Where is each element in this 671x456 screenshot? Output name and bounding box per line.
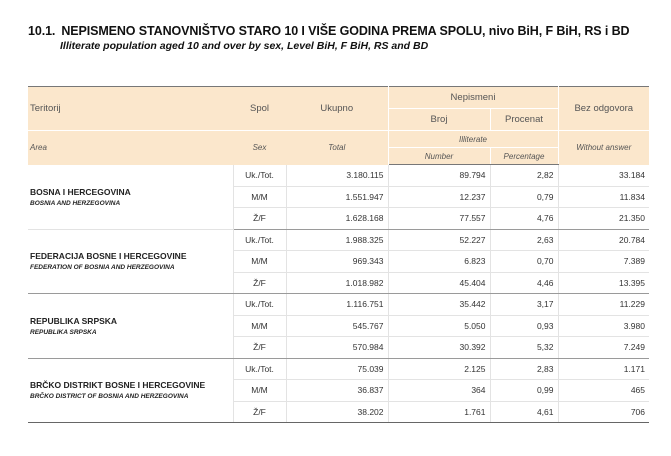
sex-cell: Uk./Tot.: [233, 229, 286, 251]
percent-cell: 0,79: [490, 186, 558, 208]
header-illiterate: Nepismeni: [388, 87, 558, 109]
title-block: [28, 24, 629, 52]
no-answer-cell: 1.171: [558, 358, 649, 380]
number-cell: 1.761: [388, 401, 490, 423]
area-name: FEDERACIJA BOSNE I HERCEGOVINE: [30, 251, 187, 262]
total-cell: 545.767: [286, 315, 388, 337]
number-cell: 89.794: [388, 165, 490, 187]
number-cell: 364: [388, 380, 490, 402]
header-no-answer: Bez odgovora: [558, 87, 649, 131]
no-answer-cell: 33.184: [558, 165, 649, 187]
sex-cell: Uk./Tot.: [233, 294, 286, 316]
number-cell: 45.404: [388, 272, 490, 294]
no-answer-cell: 13.395: [558, 272, 649, 294]
table-title-text: NEPISMENO STANOVNIŠTVO STARO 10 I VIŠE GODINA PREMA SPOLU, nivo BiH, F BiH, RS i BD: [61, 24, 630, 38]
percent-cell: 2,82: [490, 165, 558, 187]
header-number: Broj: [388, 109, 490, 131]
header-territory: Teritorij: [28, 87, 233, 131]
percent-cell: 3,17: [490, 294, 558, 316]
header-number-en: Number: [388, 148, 490, 165]
area-cell: [28, 358, 233, 423]
area-name-en: REPUBLIKA SRPSKA: [30, 328, 97, 336]
table-number: 10.1.: [28, 24, 56, 38]
header-territory-en: Area: [30, 143, 47, 153]
area-name: REPUBLIKA SRPSKA: [30, 315, 118, 326]
percent-cell: 2,83: [490, 358, 558, 380]
total-cell: 3.180.115: [286, 165, 388, 187]
total-cell: 75.039: [286, 358, 388, 380]
sex-cell: M/M: [233, 315, 286, 337]
header-percent: Procenat: [490, 109, 558, 131]
sex-cell: M/M: [233, 186, 286, 208]
percent-cell: 0,93: [490, 315, 558, 337]
total-cell: 36.837: [286, 380, 388, 402]
total-cell: 1.988.325: [286, 229, 388, 251]
total-cell: 570.984: [286, 337, 388, 359]
no-answer-cell: 20.784: [558, 229, 649, 251]
percent-cell: 2,63: [490, 229, 558, 251]
sex-cell: Ž/F: [233, 272, 286, 294]
table-title: [28, 24, 629, 38]
no-answer-cell: 7.249: [558, 337, 649, 359]
number-cell: 30.392: [388, 337, 490, 359]
area-name-en: FEDERATION OF BOSNIA AND HERZEGOVINA: [30, 264, 175, 272]
no-answer-cell: 706: [558, 401, 649, 423]
no-answer-cell: 11.834: [558, 186, 649, 208]
table-subtitle: Illiterate population aged 10 and over by sex, Level BiH, F BiH, RS and BD: [60, 40, 429, 52]
table-row: [28, 229, 649, 251]
total-cell: 969.343: [286, 251, 388, 273]
total-cell: 1.551.947: [286, 186, 388, 208]
table-row: [28, 165, 649, 187]
percent-cell: 0,70: [490, 251, 558, 273]
number-cell: 35.442: [388, 294, 490, 316]
no-answer-cell: 7.389: [558, 251, 649, 273]
number-cell: 6.823: [388, 251, 490, 273]
area-name-en: BOSNIA AND HERZEGOVINA: [30, 199, 121, 207]
number-cell: 12.237: [388, 186, 490, 208]
table-row: [28, 358, 649, 380]
header-total-en: Total: [286, 131, 388, 165]
sex-cell: M/M: [233, 380, 286, 402]
percent-cell: 4,61: [490, 401, 558, 423]
number-cell: 52.227: [388, 229, 490, 251]
sex-cell: Uk./Tot.: [233, 358, 286, 380]
area-cell: [28, 294, 233, 359]
sex-cell: Uk./Tot.: [233, 165, 286, 187]
header-total: Ukupno: [286, 87, 388, 131]
header-illiterate-en: Illiterate: [388, 131, 558, 148]
percent-cell: 0,99: [490, 380, 558, 402]
area-name-en: BRČKO DISTRICT OF BOSNIA AND HERZEGOVINA: [30, 393, 189, 401]
total-cell: 1.628.168: [286, 208, 388, 230]
sex-cell: M/M: [233, 251, 286, 273]
illiteracy-table: [28, 86, 649, 423]
area-cell: [28, 229, 233, 294]
area-cell: [28, 165, 233, 230]
percent-cell: 4,76: [490, 208, 558, 230]
table-row: [28, 294, 649, 316]
no-answer-cell: 465: [558, 380, 649, 402]
percent-cell: 5,32: [490, 337, 558, 359]
number-cell: 77.557: [388, 208, 490, 230]
header-percent-en: Percentage: [490, 148, 558, 165]
total-cell: 1.116.751: [286, 294, 388, 316]
header-sex: Spol: [233, 87, 286, 131]
area-name: BRČKO DISTRIKT BOSNE I HERCEGOVINE: [30, 380, 206, 391]
percent-cell: 4,46: [490, 272, 558, 294]
header-no-answer-en: Without answer: [576, 143, 632, 153]
sex-cell: Ž/F: [233, 401, 286, 423]
number-cell: 5.050: [388, 315, 490, 337]
no-answer-cell: 3.980: [558, 315, 649, 337]
header-sex-en: Sex: [252, 143, 267, 153]
sex-cell: Ž/F: [233, 337, 286, 359]
area-name: BOSNA I HERCEGOVINA: [30, 186, 131, 197]
no-answer-cell: 21.350: [558, 208, 649, 230]
number-cell: 2.125: [388, 358, 490, 380]
no-answer-cell: 11.229: [558, 294, 649, 316]
sex-cell: Ž/F: [233, 208, 286, 230]
total-cell: 1.018.982: [286, 272, 388, 294]
total-cell: 38.202: [286, 401, 388, 423]
